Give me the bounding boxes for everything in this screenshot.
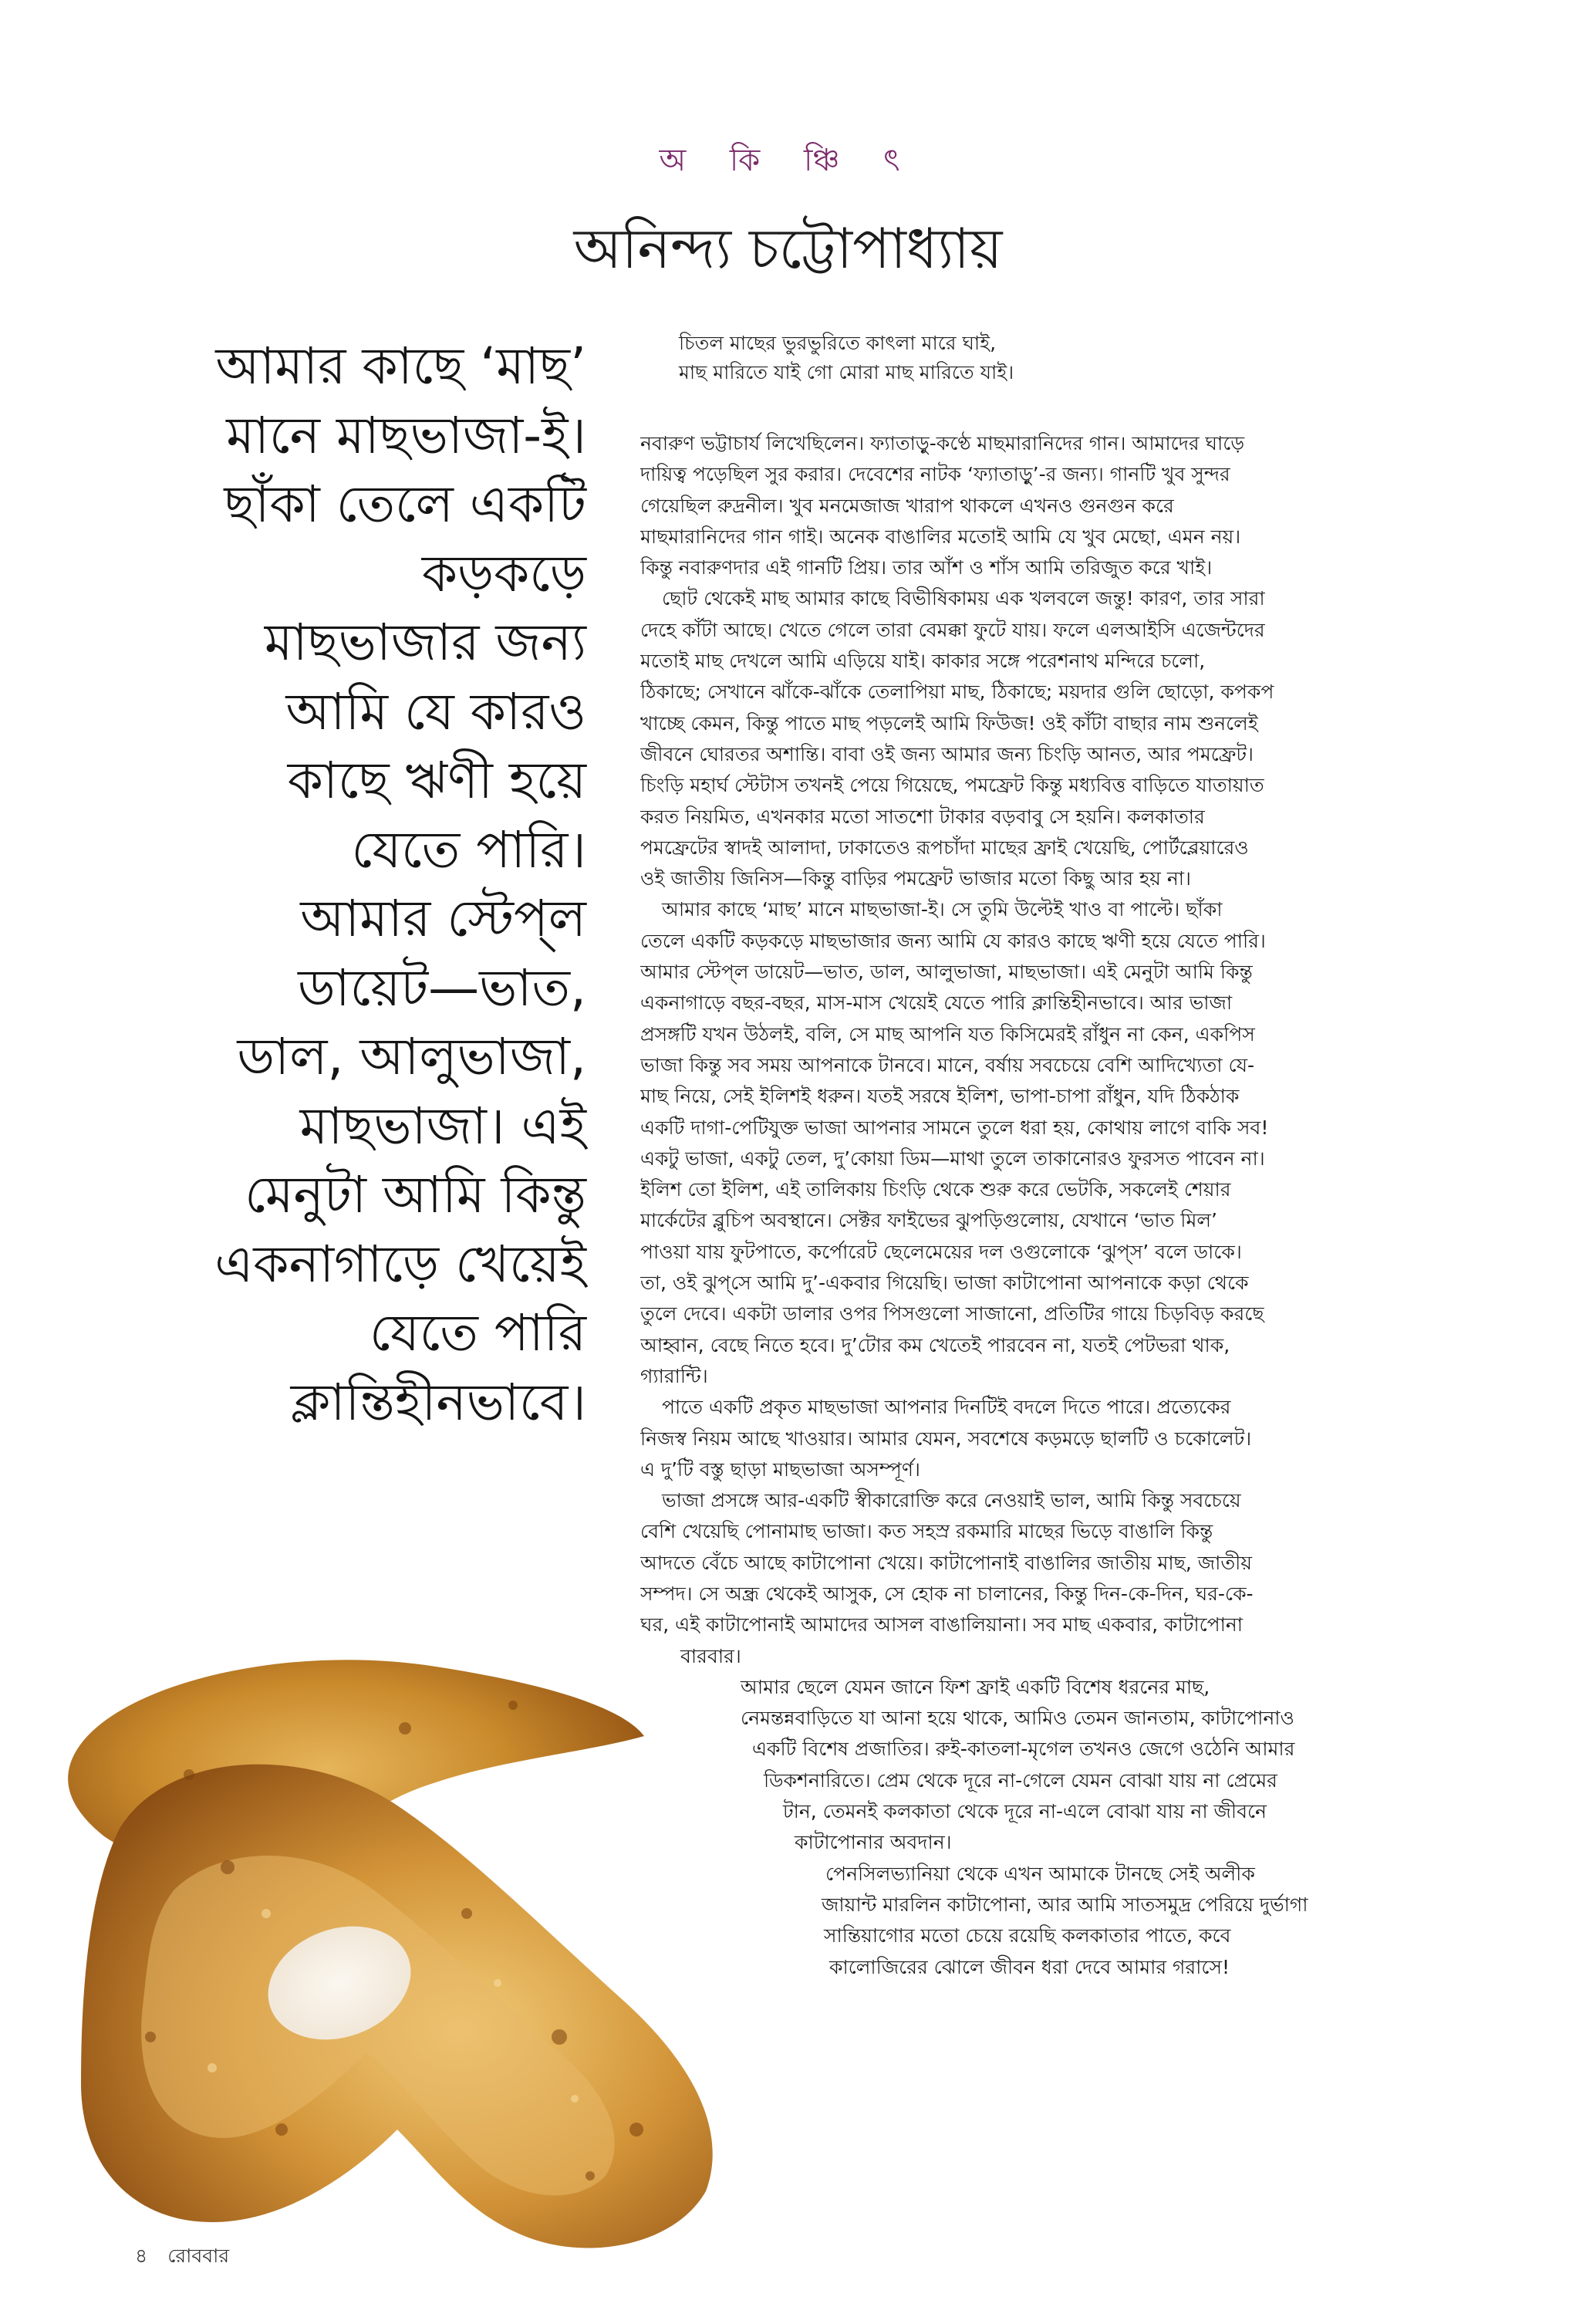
body-line: ঘর, এই কাটাপোনাই আমাদের আসল বাঙালিয়ানা। সব মাছ একবার, কাটাপোনা (640, 1613, 1244, 1637)
epigraph (679, 329, 1296, 387)
body-line: পমফ্রেটের স্বাদই আলাদা, ঢাকাতেও রূপচাঁদা মাছের ফ্রাই খেয়েছি, পোর্টব্লেয়ারেও (640, 836, 1249, 859)
body-line: নেমন্তন্নবাড়িতে যা আনা হয়ে থাকে, আমিও তেমন জানতাম, কাটাপোনাও (741, 1707, 1294, 1730)
body-line: ভাজা প্রসঙ্গে আর-একটি স্বীকারোক্তি করে নেওয়াই ভাল, আমি কিন্তু সবচেয়ে (662, 1489, 1241, 1512)
body-line: গেয়েছিল রুদ্রনীল। খুব মনমেজাজ খারাপ থাকলে এখনও গুনগুন করে (640, 494, 1174, 517)
body-line: চিংড়ি মহার্ঘ স্টেটাস তখনই পেয়ে গিয়েছে, পমফ্রেট কিন্তু মধ্যবিত্ত বাড়িতে যাতায়াত (640, 774, 1264, 797)
body-line: কাটাপোনার অবদান। (795, 1831, 952, 1854)
body-line: জায়ান্ট মারলিন কাটাপোনা, আর আমি সাতসমুদ্র পেরিয়ে দুর্ভাগা (822, 1893, 1308, 1916)
article-body (640, 428, 1458, 1983)
pull-quote-line: কড়কড়ে (421, 543, 586, 603)
pull-quote-line: যেতে পারি। (351, 819, 586, 880)
pull-quote-line: কাছে ঋণী হয়ে (287, 751, 586, 810)
body-line: একটি দাগা-পেটিযুক্ত ভাজা আপনার সামনে তুলে ধরা হয়, কোথায় লাগে বাকি সব! (640, 1116, 1269, 1139)
body-line: গ্যারান্টি। (640, 1364, 708, 1387)
body-line: পাতে একটি প্রকৃত মাছভাজা আপনার দিনটিই বদলে দিতে পারে। প্রত্যেকের (662, 1396, 1231, 1419)
pull-quote-line: মানে মাছভাজা-ই। (226, 405, 586, 465)
body-line: বেশি খেয়েছি পোনামাছ ভাজা। কত সহস্র রকমারি মাছের ভিড়ে বাঙালি কিন্তু (640, 1520, 1213, 1543)
pull-quote (139, 332, 586, 1437)
body-line: পাওয়া যায় ফুটপাতে, কর্পোরেট ছেলেমেয়ের দল ওগুলোকে ‘ঝুপ্‌স’ বলে ডাকে। (640, 1240, 1242, 1263)
body-line: জীবনে ঘোরতর অশান্তি। বাবা ওই জন্য আমার জন্য চিংড়ি আনত, আর পমফ্রেট। (640, 742, 1254, 765)
body-line: দায়িত্ব পড়েছিল সুর করার। দেবেশের নাটক ‘ফ্যাতাড়ু’-র জন্য। গানটি খুব সুন্দর (640, 463, 1230, 486)
pull-quote-line: মেনুটা আমি কিন্তু (245, 1165, 586, 1224)
body-line: দেহে কাঁটা আছে। খেতে গেলে তারা বেমক্কা ফুটে যায়। ফলে এলআইসি এজেন্টদের (640, 618, 1265, 641)
body-line: ডিকশনারিতে। প্রেম থেকে দূরে না-গেলে যেমন বোঝা যায় না প্রেমের (764, 1768, 1277, 1792)
body-line: মতোই মাছ দেখলে আমি এড়িয়ে যাই। কাকার সঙ্গে পরেশনাথ মন্দিরে চলো, (640, 650, 1206, 673)
body-line: প্রসঙ্গটি যখন উঠলই, বলি, সে মাছ আপনি যত কিসিমেরই রাঁধুন না কেন, একপিস (640, 1022, 1255, 1045)
body-line: ইলিশ তো ইলিশ, এই তালিকায় চিংড়ি থেকে শুরু করে ভেটকি, সকলেই শেয়ার (640, 1178, 1231, 1201)
page-footer (135, 2241, 243, 2274)
body-line: পেনসিলভ্যানিয়া থেকে এখন আমাকে টানছে সেই অলীক (825, 1862, 1255, 1885)
body-line: নিজস্ব নিয়ম আছে খাওয়ার। আমার যেমন, সবশেষে কড়মড়ে ছালটি ও চকোলেট। (640, 1427, 1252, 1450)
body-line: আমার কাছে ‘মাছ’ মানে মাছভাজা-ই। সে তুমি উল্টেই খাও বা পাল্টে। ছাঁকা (662, 898, 1223, 921)
pull-quote-line: আমার স্টেপ্‌ল (300, 889, 586, 948)
pull-quote-line: আমি যে কারও (285, 681, 586, 741)
pull-quote-line: যেতে পারি (370, 1303, 586, 1363)
body-line: ভাজা কিন্তু সব সময় আপনাকে টানবে। মানে, বর্ষায় সবচেয়ে বেশি আদিখ্যেতা যে- (640, 1053, 1255, 1076)
body-line: একটু ভাজা, একটু তেল, দু’কোয়া ডিম—মাথা তুলে তাকানোরও ফুরসত পাবেন না। (640, 1147, 1265, 1170)
body-line: আমার ছেলে যেমন জানে ফিশ ফ্রাই একটি বিশেষ ধরনের মাছ, (741, 1675, 1210, 1698)
epigraph-line: চিতল মাছের ভুরভুরিতে কাৎলা মারে ঘাই, (679, 332, 997, 354)
body-line: কালোজিরের ঝোলে জীবন ধরা দেবে আমার গরাসে! (829, 1955, 1230, 1978)
pull-quote-line: আমার কাছে ‘মাছ’ (215, 336, 586, 396)
pull-quote-line: ক্লান্তিহীনভাবে। (290, 1372, 586, 1432)
body-line: সম্পদ। সে অন্ধ্র থেকেই আসুক, সে হোক না চালানের, কিন্তু দিন-কে-দিন, ঘর-কে- (640, 1582, 1254, 1605)
body-line: মাছ নিয়ে, সেই ইলিশই ধরুন। যতই সরষে ইলিশ, ভাপা-চাপা রাঁধুন, যদি ঠিকঠাক (640, 1085, 1240, 1108)
body-line: আদতে বেঁচে আছে কাটাপোনা খেয়ে। কাটাপোনাই বাঙালির জাতীয় মাছ, জাতীয় (640, 1551, 1252, 1574)
pull-quote-line: মাছভাজার জন্য (264, 613, 586, 672)
page-number: ৪ (135, 2245, 148, 2267)
body-line: আমার স্টেপ্‌ল ডায়েট—ভাত, ডাল, আলুভাজা, মাছভাজা। এই মেনুটা আমি কিন্তু (640, 961, 1253, 984)
body-line: একনাগাড়ে বছর-বছর, মাস-মাস খেয়েই যেতে পারি ক্লান্তিহীনভাবে। আর ভাজা (640, 991, 1233, 1015)
body-line: এ দু’টি বস্তু ছাড়া মাছভাজা অসম্পূর্ণ। (640, 1458, 920, 1481)
author-byline: অনিন্দ্য চট্টোপাধ্যায় (573, 216, 1003, 281)
body-line: করত নিয়মিত, এখনকার মতো সাতশো টাকার বড়বাবু সে হয়নি। কলকাতার (640, 805, 1205, 828)
section-kicker: অ কি ঞ্চি ৎ (659, 143, 917, 178)
body-line: কিন্তু নবারুণদার এই গানটি প্রিয়। তার আঁশ ও শাঁস আমি তরিজুত করে খাই। (640, 556, 1213, 579)
body-line: খাচ্ছে কেমন, কিন্তু পাতে মাছ পড়লেই আমি ফিউজ! ওই কাঁটা বাছার নাম শুনলেই (640, 711, 1258, 735)
body-line: একটি বিশেষ প্রজাতির। রুই-কাতলা-মৃগেল তখনও জেগে ওঠেনি আমার (752, 1738, 1295, 1761)
body-line: টান, তেমনই কলকাতা থেকে দূরে না-এলে বোঝা যায় না জীবনে (783, 1800, 1267, 1823)
body-line: মার্কেটের ব্লুচিপ অবস্থানে। সেক্টর ফাইভের ঝুপড়িগুলোয়, যেখানে ‘ভাত মিল’ (640, 1209, 1217, 1232)
body-line: ছোট থেকেই মাছ আমার কাছে বিভীষিকাময় এক খলবলে জন্তু! কারণ, তার সারা (662, 587, 1265, 610)
body-line: আহ্বান, বেছে নিতে হবে। দু’টোর কম খেতেই পারবেন না, যতই পেটভরা থাক, (640, 1333, 1230, 1356)
body-line: মাছমারানিদের গান গাই। অনেক বাঙালির মতোই আমি যে খুব মেছো, এমন নয়। (640, 525, 1241, 548)
body-line: তুলে দেবে। একটা ডালার ওপর পিসগুলো সাজানো, প্রতিটির গায়ে চিড়বিড় করছে (640, 1302, 1264, 1326)
body-line: ঠিকাছে; সেখানে ঝাঁকে-ঝাঁকে তেলাপিয়া মাছ, ঠিকাছে; ময়দার গুলি ছোড়ো, কপকপ (640, 681, 1274, 704)
body-line: বারবার। (680, 1644, 741, 1667)
body-line: সান্তিয়াগোর মতো চেয়ে রয়েছি কলকাতার পাতে, কবে (824, 1924, 1231, 1947)
body-line: তা, ওই ঝুপ্‌সে আমি দু’-একবার গিয়েছি। ভাজা কাটাপোনা আপনাকে কড়া থেকে (640, 1272, 1249, 1295)
body-line: ওই জাতীয় জিনিস—কিন্তু বাড়ির পমফ্রেট ভাজার মতো কিছু আর হয় না। (640, 867, 1191, 890)
fried-fish-photo (35, 1636, 760, 2268)
pull-quote-line: ডায়েট—ভাত, (298, 958, 586, 1018)
pull-quote-line: ডাল, আলুভাজা, (237, 1027, 586, 1086)
magazine-name: রোববার (167, 2245, 230, 2267)
pull-quote-line: ছাঁকা তেলে একটি (224, 475, 586, 534)
pull-quote-line: মাছভাজা। এই (299, 1096, 586, 1156)
body-line: তেলে একটি কড়কড়ে মাছভাজার জন্য আমি যে কারও কাছে ঋণী হয়ে যেতে পারি। (640, 929, 1266, 952)
body-line: নবারুণ ভট্টাচার্য লিখেছিলেন। ফ্যাতাড়ু-কণ্ঠে মাছমারানিদের গান। আমাদের ঘাড়ে (640, 432, 1245, 454)
pull-quote-line: একনাগাড়ে খেয়েই (214, 1234, 586, 1294)
epigraph-line: মাছ মারিতে যাই গো মোরা মাছ মারিতে যাই। (679, 361, 1014, 383)
